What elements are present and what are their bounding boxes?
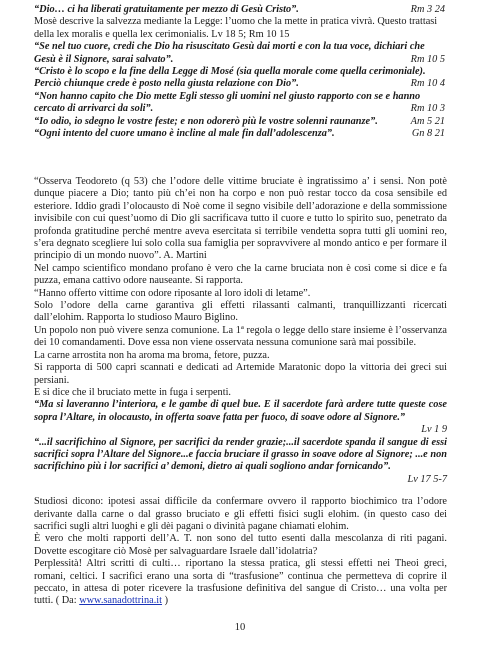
verse-list bbox=[34, 4, 445, 140]
paragraph-campo-scientifico: Nel campo scientifico mondano profano è vero che la carne bruciata non è così come si dice e fa puzza, emana cattivo odore nauseante. Si rapporta. bbox=[34, 262, 447, 287]
paragraph-biglino: Solo l’odore della carne garantiva gli effetti rilassanti calmanti, tranquillizzanti ricercati dall’elohim. Rapporta lo studioso Mauro Biglino. bbox=[34, 300, 447, 324]
paragraph-comunione: Un popolo non può vivere senza comunione. La 1ª regola o legge dello stare insieme è l’osservanza dei 10 comandamenti. Dove essa non viene osservata nessuna comunione sarà mai possibile. bbox=[34, 324, 447, 349]
verse-4 bbox=[34, 66, 445, 91]
verse-text: “Cristo è lo scopo e la fine della Legge di Mosé (sia quella morale come quella cerimoniale). Perciò chiunque crede è posto nella giusta relazione con Dio”. bbox=[34, 66, 426, 90]
quote-ref: Lv 1 9 bbox=[421, 424, 447, 436]
verse-text: “Se nel tuo cuore, credi che Dio ha risuscitato Gesù dai morti e con la tua voce, dichiari che Gesù è il Signore, sarai salvato”. bbox=[34, 41, 425, 65]
verse-ref: Rm 10 4 bbox=[410, 78, 445, 90]
paragraph-carne-arrostita: La carne arrostita non ha aroma ma broma, fetore, puzza. bbox=[34, 349, 270, 361]
source-link[interactable]: www.sanadottrina.it bbox=[79, 595, 163, 607]
verse-1 bbox=[34, 4, 445, 16]
paragraph-vittime: “Hanno offerto vittime con odore riposante al loro idoli di letame”. bbox=[34, 287, 311, 299]
spacer bbox=[34, 486, 447, 496]
verse-3 bbox=[34, 41, 445, 66]
paragraph-capri: Si rapporta di 500 capri scannati e dedicati ad Artemide Maratonic dopo la vittoria dei greci sui persiani. bbox=[34, 362, 447, 386]
verse-text: “Ogni intento del cuore umano è incline al male fin dall’adolescenza”. bbox=[34, 128, 335, 140]
verse-ref: Am 5 21 bbox=[410, 115, 445, 127]
verse-text: Mosè descrive la salvezza mediante la Legge: l’uomo che la mette in pratica vivrà. Questo trattasi della lex moralis e quella lex cerimonialis. Lv 18 5; Rm 10 15 bbox=[34, 16, 438, 40]
paragraph-text: Perplessità! Altri scritti di culti… riportano la stessa pratica, gli stessi effetti nei Theoi greci, romani, celtici. I sacrifici erano una sorta di “trasfusione” continua che permetteva di coprire il peccato, in attesa di poter ricevere la trasfusione definitiva del sangue di Cristo… una volta per tutti. ( Da: bbox=[34, 558, 447, 607]
verse-text: “Non hanno capito che Dio mette Egli stesso gli uomini nel giusto rapporto con se e hanno cercato di arrivarci da soli”. bbox=[34, 90, 421, 115]
verse-2 bbox=[34, 16, 445, 41]
paragraph-mescolanza: È vero che molti rapporti dell’A. T. non sono del tutto esenti dalla mescolanza di riti pagani. Dovette escogitare ciò Mosè per salvaguardare Israele dall’idolatria? bbox=[34, 533, 447, 557]
paragraph-studiosi: Studiosi dicono: ipotesi assai difficile da confermare ovvero il rapporto biochimico tra l’odore derivante dalla carne o dal grasso bruciato e gli effetti fisici sugli elohim. (in questo caso dei sacrifici sugli altri luoghi e gli dèi pagani o divinità pagane chiamati elohim. bbox=[34, 496, 447, 532]
quote-levitico-1: “Ma si laveranno l’interiora, e le gambe di quel bue. E il sacerdote farà ardere tutte queste cose sopra l’Altare, in olocausto, in offerta soave fatta per fuoco, di soave odore al Signore.” bbox=[34, 399, 447, 423]
verse-5 bbox=[34, 91, 445, 116]
paragraph-serpenti: E si dice che il bruciato mette in fuga i serpenti. bbox=[34, 386, 232, 398]
quote-ref: Lv 17 5-7 bbox=[407, 473, 447, 485]
quote-levitico-17: “...il sacrifichino al Signore, per sacrifici da render grazie;...il sacerdote spanda il sangue di essi sacrifici sopra l’Altare del Signore...e faccia bruciare il grasso in soave odore al Signore; ...e non sacrifichino più i lor sacrifici a’ demoni, dietro ai quali sogliono andar fornicando”. bbox=[34, 436, 447, 473]
verse-7 bbox=[34, 128, 445, 140]
verse-ref: Gn 8 21 bbox=[411, 128, 445, 140]
paragraph-teodoreto: “Osserva Teodoreto (q 53) che l’odore delle vittime bruciate è ingratissimo a’ i sensi. Non potè dunque piacere a Dio; tanto più ch’ei non ha corpo e non può restar tocco da cosa sensibile ed esteriore. Iddio gradì l’olocausto di Noè come il segno visibile dell’adorazione e della sommissione invisibile con cui quest’uomo di Dio gli sacrificava tutto il cuore e tutto lo spirito suo, penetrato da profonda gratitudine perché mentre aveva esercitata si terribile vendetta sopra tutti gli uomini reo, s’era degnato scegliere lui solo colla sua famiglia per sopravvivere al mondo antico e per formare il principio di un mondo nuovo”. A. Martini bbox=[34, 176, 447, 262]
paragraph-perplessita bbox=[34, 558, 447, 608]
verse-6 bbox=[34, 116, 445, 128]
verse-ref: Rm 3 24 bbox=[410, 4, 445, 15]
paragraph-end: ) bbox=[162, 595, 169, 607]
verse-ref: Rm 10 5 bbox=[410, 53, 445, 65]
verse-text: “Io odio, io sdegno le vostre feste; e non odorerò più le vostre solenni raunanze”. bbox=[34, 115, 378, 127]
verse-ref: Rm 10 3 bbox=[410, 103, 445, 115]
main-text bbox=[34, 176, 447, 608]
page-number: 10 bbox=[234, 622, 246, 633]
verse-text: “Dio… ci ha liberati gratuitamente per mezzo di Gesù Cristo”. bbox=[34, 4, 299, 15]
